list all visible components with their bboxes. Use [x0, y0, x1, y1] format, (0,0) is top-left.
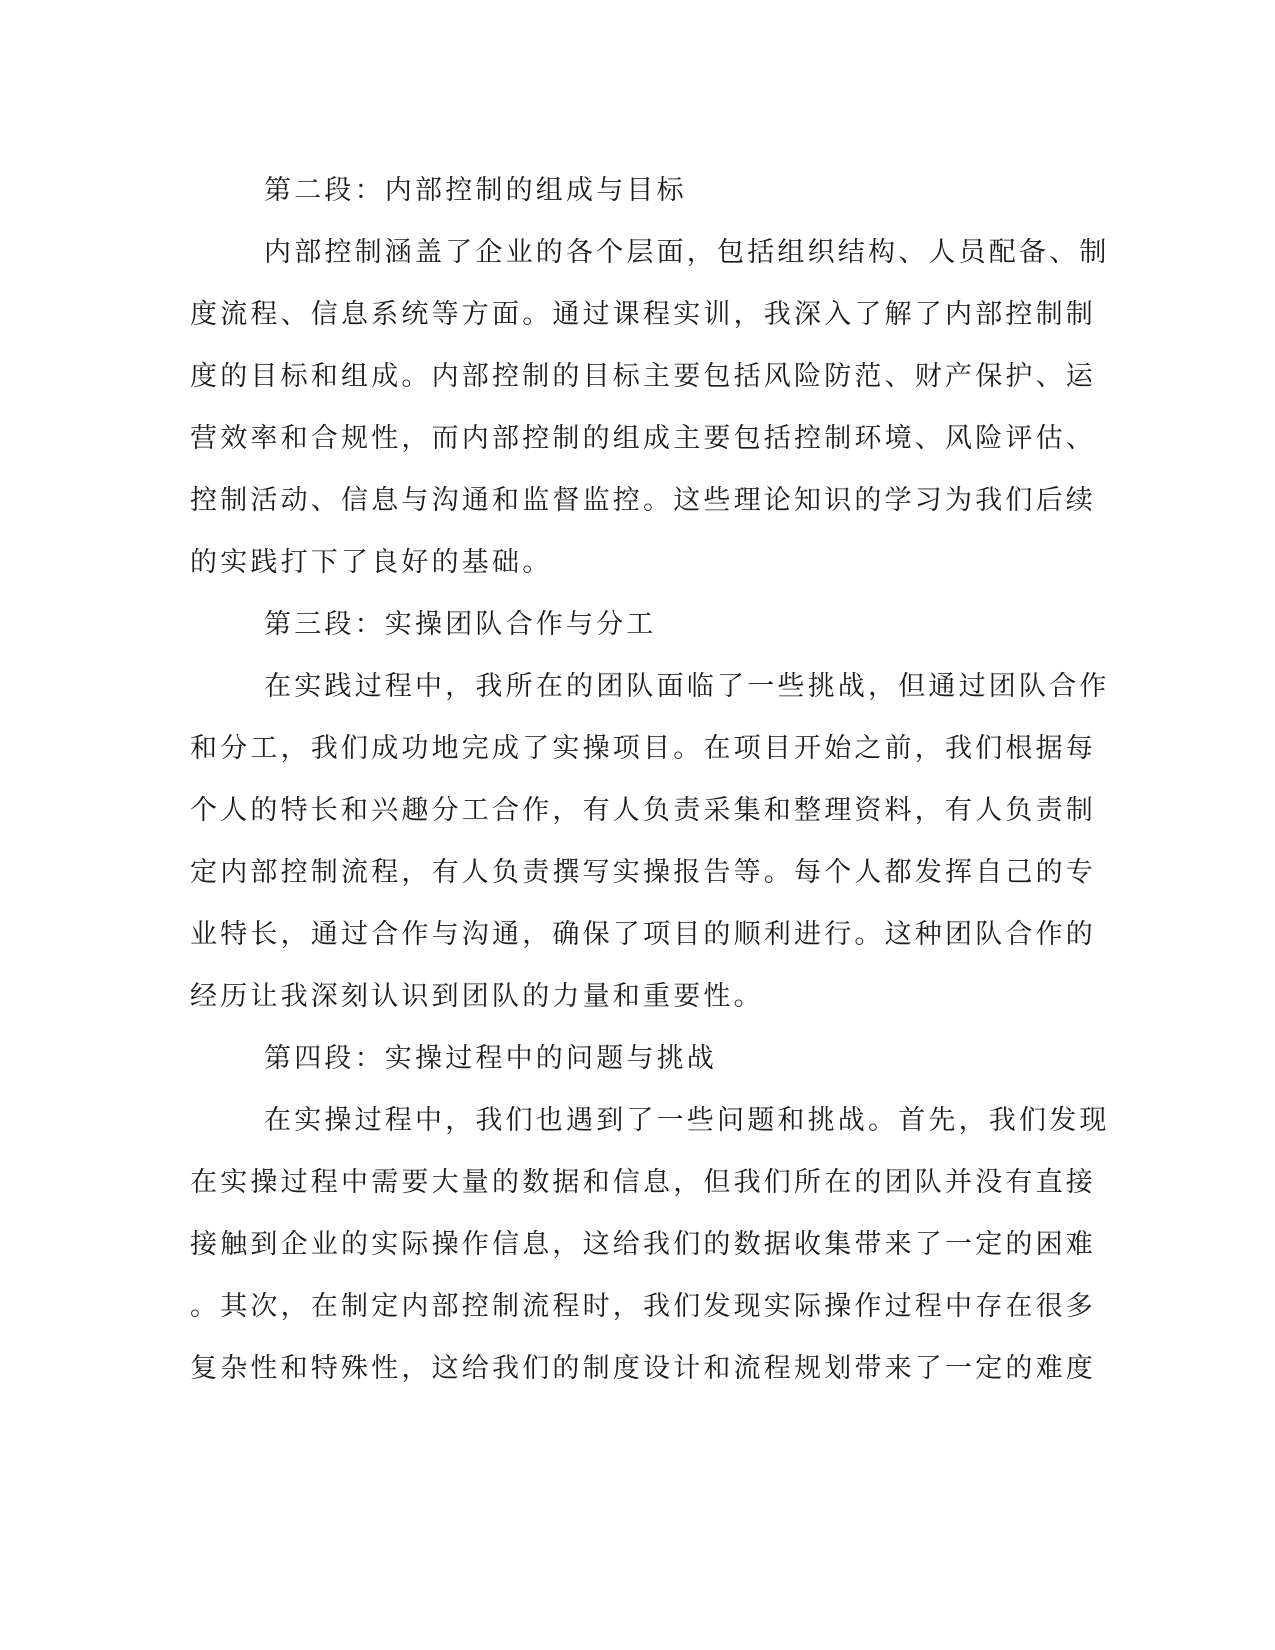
- paragraph-line: 复杂性和特殊性，这给我们的制度设计和流程规划带来了一定的难度: [190, 1353, 1096, 1384]
- paragraph-line: 经历让我深刻认识到团队的力量和重要性。: [190, 981, 764, 1012]
- paragraph-line: 定内部控制流程，有人负责撰写实操报告等。每个人都发挥自己的专: [190, 857, 1096, 888]
- paragraph-line: 和分工，我们成功地完成了实操项目。在项目开始之前，我们根据每: [190, 733, 1096, 764]
- paragraph-line: 度流程、信息系统等方面。通过课程实训，我深入了解了内部控制制: [190, 299, 1096, 330]
- section-heading: 第三段：实操团队合作与分工: [264, 609, 657, 640]
- section-heading: 第二段：内部控制的组成与目标: [264, 175, 687, 206]
- document-body: [190, 160, 1110, 1400]
- paragraph-line: 。其次，在制定内部控制流程时，我们发现实际操作过程中存在很多: [190, 1291, 1096, 1322]
- paragraph-line: 控制活动、信息与沟通和监督监控。这些理论知识的学习为我们后续: [190, 485, 1096, 516]
- paragraph-line: 度的目标和组成。内部控制的目标主要包括风险防范、财产保护、运: [190, 361, 1096, 392]
- paragraph-line: 个人的特长和兴趣分工合作，有人负责采集和整理资料，有人负责制: [190, 795, 1096, 826]
- paragraph-line: 在实操过程中需要大量的数据和信息，但我们所在的团队并没有直接: [190, 1167, 1096, 1198]
- paragraph-line: 在实操过程中，我们也遇到了一些问题和挑战。首先，我们发现: [264, 1105, 1110, 1136]
- paragraph-line: 的实践打下了良好的基础。: [190, 547, 553, 578]
- paragraph-line: 接触到企业的实际操作信息，这给我们的数据收集带来了一定的困难: [190, 1229, 1096, 1260]
- paragraph-line: 营效率和合规性，而内部控制的组成主要包括控制环境、风险评估、: [190, 423, 1096, 454]
- paragraph-line: 内部控制涵盖了企业的各个层面，包括组织结构、人员配备、制: [264, 237, 1110, 268]
- paragraph-line: 在实践过程中，我所在的团队面临了一些挑战，但通过团队合作: [264, 671, 1110, 702]
- paragraph-line: 业特长，通过合作与沟通，确保了项目的顺利进行。这种团队合作的: [190, 919, 1096, 950]
- section-heading: 第四段：实操过程中的问题与挑战: [264, 1043, 717, 1074]
